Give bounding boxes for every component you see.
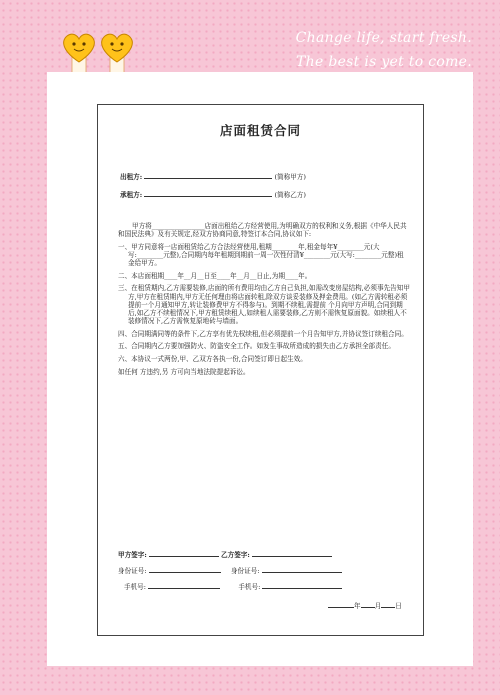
id-b-blank[interactable]	[262, 565, 342, 573]
contract-document	[97, 104, 424, 636]
sign-a-label: 甲方签字:	[118, 551, 147, 559]
sign-b-label: 乙方签字:	[221, 551, 250, 559]
contract-title: 店面租赁合同	[219, 123, 301, 138]
year-blank[interactable]	[328, 600, 354, 608]
signature-row	[118, 549, 332, 559]
day-blank[interactable]	[381, 600, 395, 608]
clause-2: 二、本店面租期____年__月__日至____年__月__日止,为期____年。	[118, 271, 312, 280]
lessee-blank[interactable]	[144, 189, 272, 197]
year-label: 年	[354, 602, 361, 610]
month-label: 月	[374, 602, 382, 610]
slogan	[296, 26, 472, 74]
phone-row	[124, 581, 342, 591]
phone-b-label: 手机号:	[238, 583, 261, 591]
lessee-alias: (简称乙方)	[274, 191, 306, 199]
sign-b-blank[interactable]	[252, 549, 332, 557]
lessor-blank[interactable]	[144, 171, 272, 179]
intro-paragraph: 甲方将________________店面出租给乙方经营使用,为明确双方的权利和义务,根据《中华人民共和国民法典》及有关规定,经双方协商同意,特签订本合同,协议如下:	[118, 222, 407, 239]
lessee-label: 承租方:	[120, 191, 143, 199]
id-row	[118, 565, 342, 575]
slogan-line-2: The best is yet to come.	[296, 54, 472, 70]
clause-1: 一、甲方同意将一店面租赁给乙方合法经营使用,租期________年,租金每年¥________元(大写:________元整),合同期内每年租期到期前一周一次性付清¥________元(大写:________元整)租金给甲方。	[118, 242, 404, 268]
phone-a-label: 手机号:	[124, 583, 147, 591]
clause-7: 如任何 方违约,另 方可向当地法院提起诉讼。	[118, 367, 250, 376]
clause-5: 五、合同期内乙方要加强防火、防盗安全工作。如发生事故所造成的损失由乙方承担全部责任。	[118, 342, 395, 351]
day-label: 日	[395, 602, 402, 610]
date-line	[328, 600, 402, 610]
clause-6: 六、本协议一式两份,甲、乙双方各执一份,合同签订即日起生效。	[118, 354, 307, 363]
lessor-label: 出租方:	[120, 173, 143, 181]
clause-3: 三、在租赁期内,乙方需要装修,店面的所有费用均由乙方自己负担,如需改变房屋结构,必须事先告知甲方,甲方在租赁期内,甲方无任何理由将店面转租,除双方谈妥装修及押金费用。(如乙方需转租必须提前一个月通知甲方,转让装修费甲方不得参与)。到期不续租,需提前 个月向甲方声明,合同到期后,如乙方不续租情况下,甲方租赁续租人,如续租人需要装修,乙方则不需恢复原面貌。如续租人不装修情况下,乙方需恢复原地砖与墙面。	[118, 284, 410, 326]
id-a-label: 身份证号:	[118, 567, 147, 575]
id-a-blank[interactable]	[149, 565, 221, 573]
phone-b-blank[interactable]	[262, 581, 342, 589]
lessee-line	[120, 189, 306, 199]
month-blank[interactable]	[361, 600, 375, 608]
contract-body	[118, 222, 410, 380]
lessor-line	[120, 171, 306, 181]
phone-a-blank[interactable]	[148, 581, 220, 589]
lessor-alias: (简称甲方)	[274, 173, 306, 181]
id-b-label: 身份证号:	[230, 567, 260, 575]
clause-4: 四、合同期满同等的条件下,乙方享有优先权续租,但必须提前一个月告知甲方,并协议签订续租合同。	[118, 329, 408, 338]
slogan-line-1: Change life, start fresh.	[295, 30, 472, 46]
sign-a-blank[interactable]	[149, 549, 219, 557]
